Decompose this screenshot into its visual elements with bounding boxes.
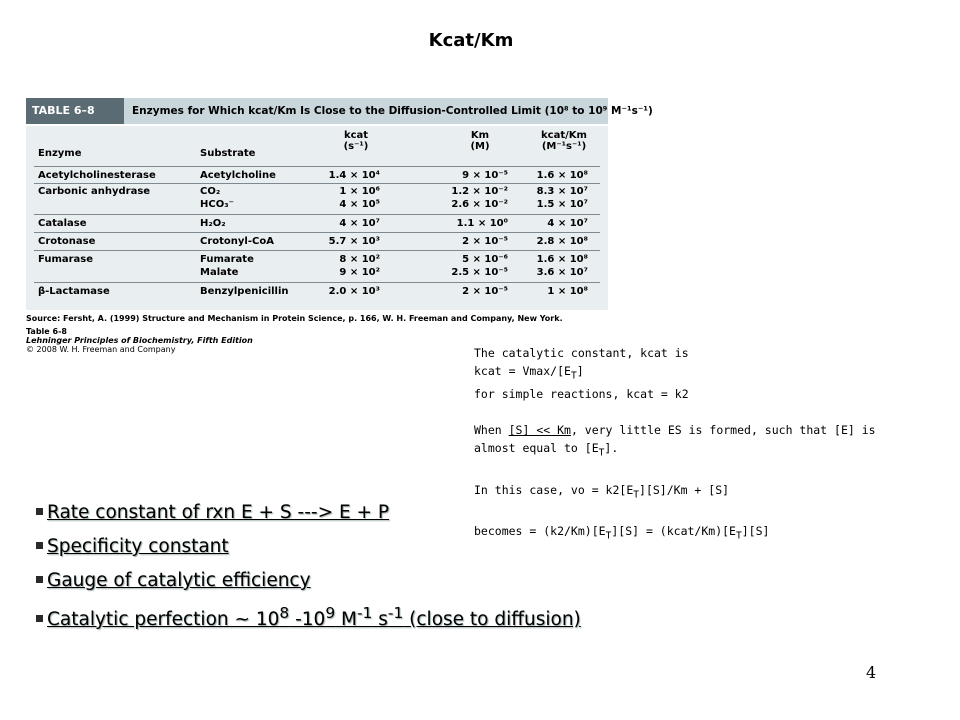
page-number: 4 (866, 663, 877, 682)
bullet-list (36, 502, 581, 638)
note-line-4c: , very little ES is formed, such that [E] is (570, 423, 876, 438)
col-kcat-unit: (s⁻¹) (343, 141, 369, 152)
row-3-ratio: 1.5 × 10⁷ (536, 199, 588, 210)
bullet-4b: 8 (279, 604, 290, 622)
bullet-text: Specificity constant (47, 536, 229, 557)
note-line-7c: ][S] (741, 523, 770, 538)
note-line-6 (474, 481, 914, 504)
col-kcat-label: kcat (343, 130, 369, 141)
row-4-kcat: 4 × 10⁷ (339, 218, 380, 229)
row-7-kcat: 9 × 10² (339, 267, 380, 278)
square-bullet-icon (36, 576, 43, 583)
row-6-ratio: 1.6 × 10⁸ (536, 254, 588, 265)
square-bullet-icon (36, 542, 43, 549)
note-line-4a: When (474, 423, 509, 438)
caption-line-2: Lehninger Principles of Biochemistry, Fifth Edition (26, 336, 253, 345)
col-km-label: Km (470, 130, 490, 141)
table-caption (26, 327, 253, 354)
row-5-ratio: 2.8 × 10⁸ (536, 236, 588, 247)
bullet-4f: -1 (357, 604, 373, 622)
table-title: Enzymes for Which kcat/Km Is Close to the Diffusion-Controlled Limit (10⁸ to 10⁹ M⁻¹s⁻¹) (124, 98, 608, 124)
bullet-specificity (36, 536, 581, 570)
row-8-substrate: Benzylpenicillin (200, 286, 289, 297)
col-kcat (326, 130, 386, 152)
table-label: TABLE 6–8 (32, 104, 95, 117)
row-4-enzyme: Catalase (38, 218, 87, 229)
note-line-2-text: kcat = Vmax/[E (474, 364, 571, 378)
row-4-km: 1.1 × 10⁰ (456, 218, 508, 229)
table-header-bar (26, 98, 653, 124)
bullet-4g: s (372, 609, 388, 631)
square-bullet-icon (36, 615, 43, 622)
row-7-km: 2.5 × 10⁻⁵ (451, 267, 508, 278)
row-1-ratio: 1.6 × 10⁸ (536, 170, 588, 181)
row-2-substrate: CO₂ (200, 186, 221, 197)
note-line-3: for simple reactions, kcat = k2 (474, 387, 689, 402)
bullet-catalytic-perfection (36, 604, 581, 638)
col-km-unit: (M) (470, 141, 490, 152)
row-6-substrate: Fumarate (200, 254, 254, 265)
row-6-km: 5 × 10⁻⁶ (462, 254, 508, 265)
row-1-km: 9 × 10⁻⁵ (462, 170, 508, 181)
row-3-kcat: 4 × 10⁵ (339, 199, 380, 210)
row-8-km: 2 × 10⁻⁵ (462, 286, 508, 297)
col-ratio-label: kcat/Km (541, 130, 587, 141)
bullet-4c: -10 (289, 609, 326, 631)
note-line-4b: [S] << Km (508, 423, 571, 438)
row-rule (34, 282, 600, 283)
bullet-4h: -1 (387, 604, 404, 622)
slide-title: Kcat/Km (428, 30, 514, 51)
row-3-substrate: HCO₃⁻ (200, 199, 234, 210)
row-rule (34, 214, 600, 215)
row-5-enzyme: Crotonase (38, 236, 96, 247)
sub-t: T (570, 370, 577, 382)
bullet-gauge (36, 570, 581, 604)
row-2-enzyme: Carbonic anhydrase (38, 186, 151, 197)
row-1-kcat: 1.4 × 10⁴ (328, 170, 380, 181)
row-rule (34, 183, 600, 184)
row-6-kcat: 8 × 10² (339, 254, 380, 265)
note-line-6b: ][S]/Km + [S] (639, 482, 730, 497)
row-4-ratio: 4 × 10⁷ (547, 218, 588, 229)
col-ratio-unit: (M⁻¹s⁻¹) (541, 141, 587, 152)
caption-line-3: © 2008 W. H. Freeman and Company (26, 345, 176, 354)
row-7-ratio: 3.6 × 10⁷ (536, 267, 588, 278)
row-8-ratio: 1 × 10⁸ (547, 286, 588, 297)
note-line-7a: becomes = (k2/Km)[E (474, 523, 606, 538)
header-rule (34, 166, 600, 167)
col-substrate: Substrate (200, 148, 256, 159)
note-line-5 (474, 439, 914, 462)
note-line-6a: In this case, vo = k2[E (474, 482, 634, 497)
row-4-substrate: H₂O₂ (200, 218, 226, 229)
row-1-enzyme: Acetylcholinesterase (38, 170, 156, 181)
row-rule (34, 250, 600, 251)
note-line-2 (474, 362, 914, 385)
note-line-4 (474, 421, 914, 439)
row-5-kcat: 5.7 × 10³ (328, 236, 380, 247)
bracket: ] (576, 364, 584, 378)
enzyme-table-figure (26, 98, 653, 310)
bullet-rate-constant (36, 502, 581, 536)
sub-t: T (605, 530, 612, 542)
bullet-4d: 9 (325, 604, 336, 622)
row-6-enzyme: Fumarase (38, 254, 94, 265)
bullet-text: Rate constant of rxn E + S ---> E + P (47, 502, 390, 523)
row-3-km: 2.6 × 10⁻² (451, 199, 508, 210)
square-bullet-icon (36, 508, 43, 515)
note-line-1: The catalytic constant, kcat is (474, 346, 689, 360)
table-source: Source: Fersht, A. (1999) Structure and Mechanism in Protein Science, p. 166, W. H. Freeman and Company, New York. (26, 314, 563, 323)
row-2-ratio: 8.3 × 10⁷ (536, 186, 588, 197)
caption-line-1: Table 6-8 (26, 327, 67, 336)
note-line-7b: ][S] = (kcat/Km)[E (611, 523, 736, 538)
bullet-4i: (close to diffusion) (403, 609, 581, 631)
sub-t: T (735, 530, 742, 542)
note-line-5b: ]. (604, 441, 619, 456)
row-8-kcat: 2.0 × 10³ (328, 286, 380, 297)
row-1-substrate: Acetylcholine (200, 170, 276, 181)
note-line-5a: almost equal to [E (474, 441, 599, 456)
bullet-text: Gauge of catalytic efficiency (47, 570, 311, 591)
row-2-km: 1.2 × 10⁻² (451, 186, 508, 197)
col-enzyme: Enzyme (38, 148, 82, 159)
table-body (26, 126, 608, 310)
bullet-4e: M (335, 609, 357, 631)
row-8-enzyme: β-Lactamase (38, 286, 110, 297)
col-km (450, 130, 510, 152)
row-5-km: 2 × 10⁻⁵ (462, 236, 508, 247)
row-7-substrate: Malate (200, 267, 239, 278)
row-5-substrate: Crotonyl-CoA (200, 236, 274, 247)
row-2-kcat: 1 × 10⁶ (339, 186, 380, 197)
sub-t: T (598, 447, 605, 459)
row-rule (34, 232, 600, 233)
bullet-4a: Catalytic perfection ~ 10 (47, 609, 280, 631)
sub-t: T (633, 488, 640, 500)
col-ratio (532, 130, 596, 152)
